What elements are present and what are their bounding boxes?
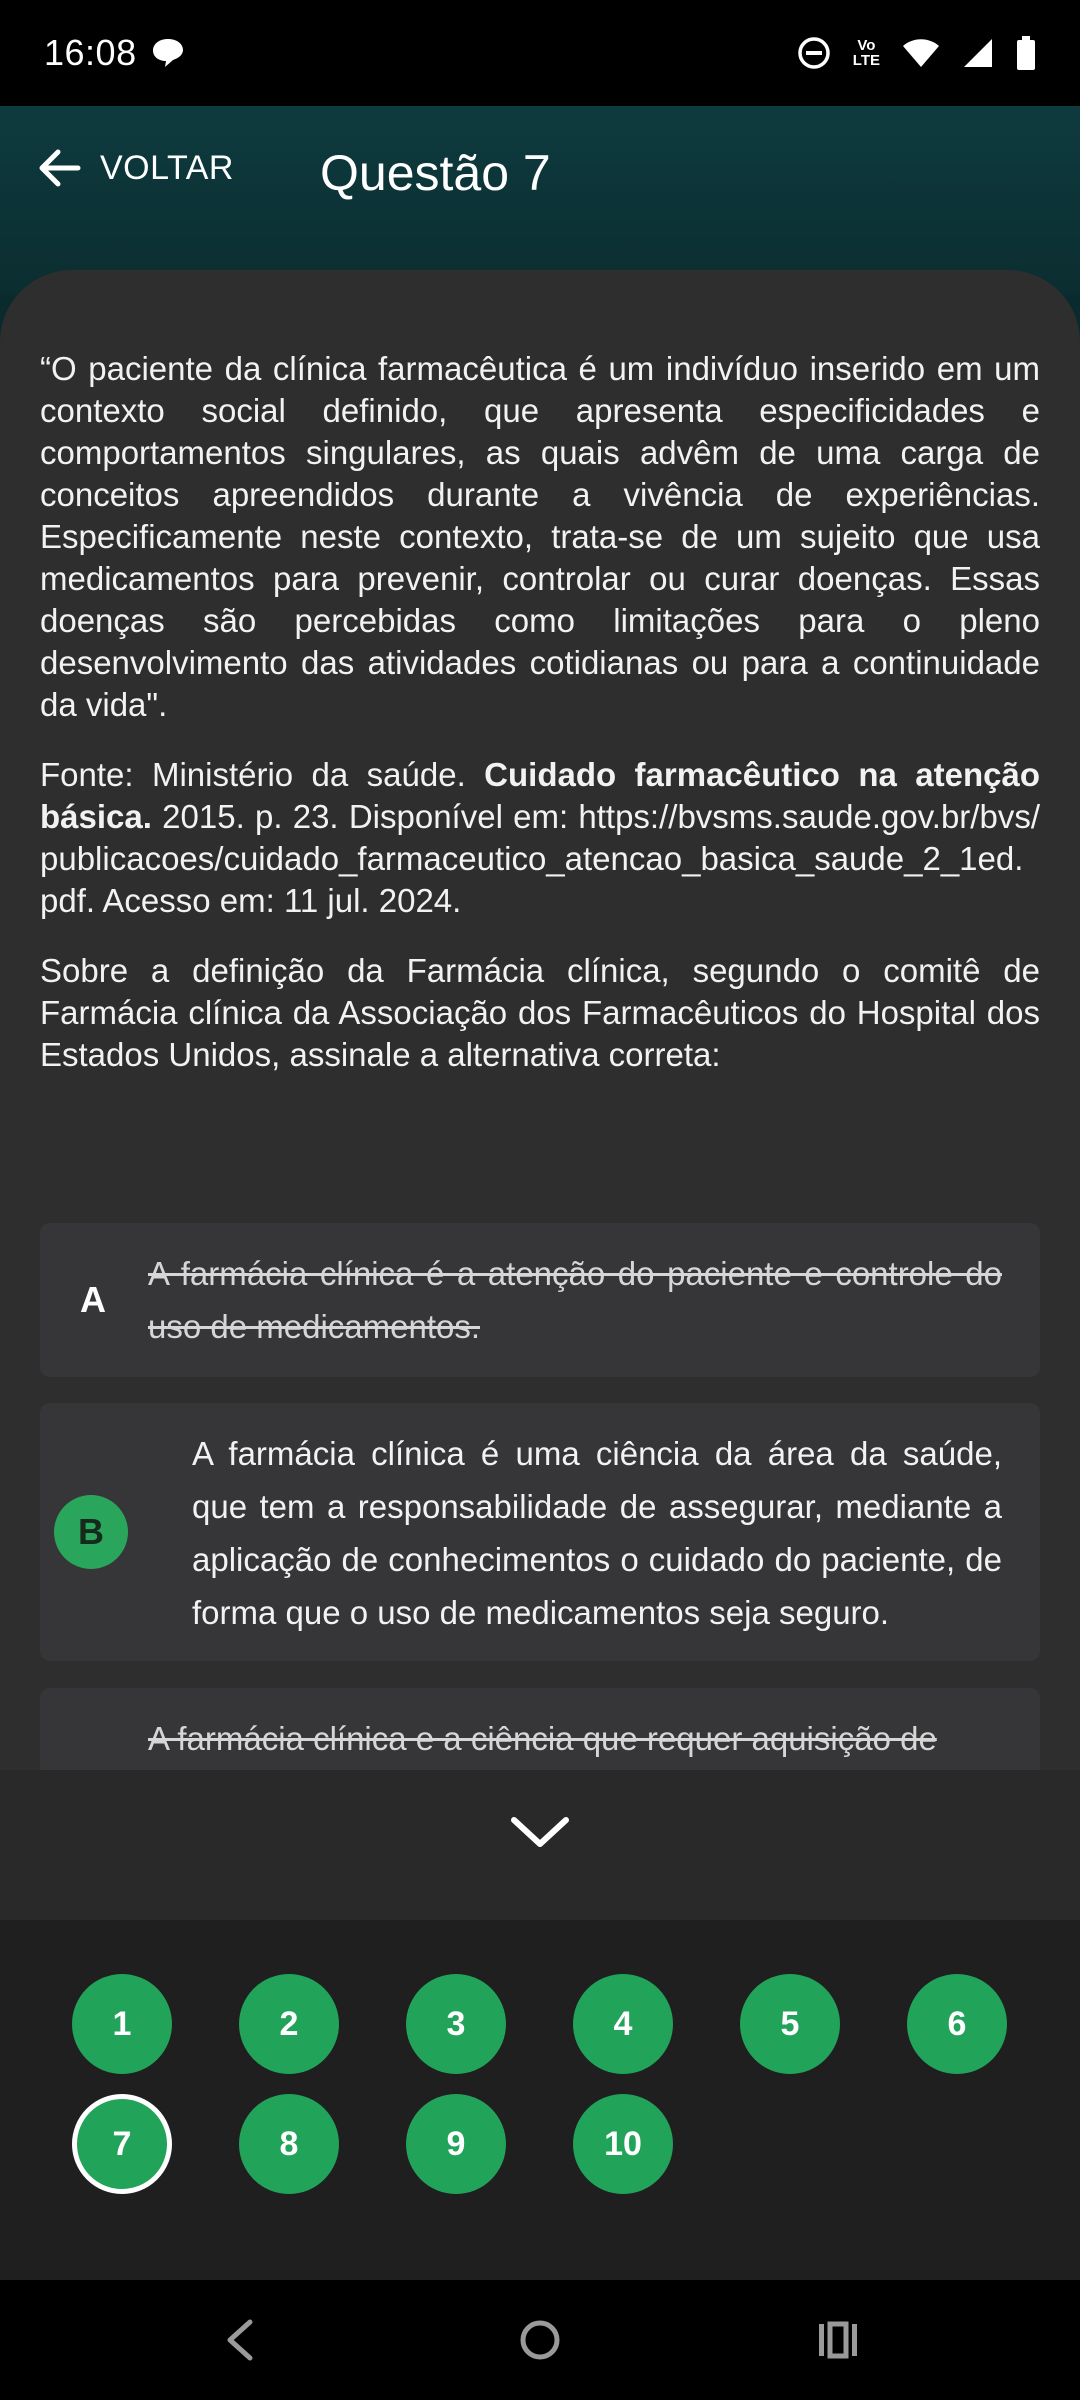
option-letter-badge: B	[54, 1495, 128, 1569]
source-url: https://bvsms.saude.gov.br/bvs/publicacoes/cuidado_farmaceutico_atencao_basica_saude_2_1ed.pdf	[40, 798, 1040, 919]
back-nav-icon[interactable]	[222, 2318, 258, 2362]
question-button-2[interactable]: 2	[239, 1974, 339, 2074]
question-button-8[interactable]: 8	[239, 2094, 339, 2194]
option-text: A farmácia clínica é uma ciência da área da saúde, que tem a responsabilidade de assegurar, mediante a aplicação de conhecimentos o cuidado do paciente, de forma que o uso de medicamentos seja seguro.	[192, 1435, 1002, 1631]
question-button-4[interactable]: 4	[573, 1974, 673, 2074]
chevron-down-icon[interactable]	[508, 1812, 572, 1852]
source-suffix: 2015. p. 23. Disponível em:	[151, 798, 569, 835]
question-button-6[interactable]: 6	[907, 1974, 1007, 2074]
option-text: A farmácia clínica e a ciência que requer aquisição de	[148, 1720, 937, 1757]
source-title: Cuidado farmacêutico na atenção básica.	[40, 756, 1040, 835]
question-button-10[interactable]: 10	[573, 2094, 673, 2194]
back-button[interactable]	[36, 148, 234, 188]
battery-icon	[1016, 36, 1036, 70]
status-time: 16:08	[44, 32, 137, 73]
wifi-icon	[902, 38, 940, 68]
question-button-1[interactable]: 1	[72, 1974, 172, 2074]
question-content	[40, 348, 1040, 1104]
page-title: Questão 7	[320, 145, 551, 201]
option-letter: A	[80, 1279, 106, 1320]
question-source	[40, 754, 1040, 922]
header	[0, 106, 1080, 296]
option-text: A farmácia clínica é a atenção do paciente e controle do uso de medicamentos.	[148, 1255, 1002, 1345]
do-not-disturb-icon	[797, 36, 831, 70]
question-button-9[interactable]: 9	[406, 2094, 506, 2194]
system-nav-bar	[0, 2280, 1080, 2400]
question-quote: “O paciente da clínica farmacêutica é um indivíduo inserido em um contexto social definido, que apresenta especificidades e comportamentos singulares, as quais advêm de uma carga de conceitos apreendidos durante a vivência de experiências. Especificamente neste contexto, trata-se de um sujeito que usa medicamentos para prevenir, controlar ou curar doenças. Essas doenças são percebidas como limitações para o pleno desenvolvimento das atividades cotidianas ou para a continuidade da vida".	[40, 350, 1040, 723]
arrow-left-icon	[36, 148, 82, 188]
question-button-5[interactable]: 5	[740, 1974, 840, 2074]
question-card[interactable]	[0, 270, 1080, 1770]
source-prefix: Fonte: Ministério da saúde.	[40, 756, 485, 793]
status-bar	[0, 0, 1080, 106]
question-prompt: Sobre a definição da Farmácia clínica, segundo o comitê de Farmácia clínica da Associação dos Farmacêuticos do Hospital dos Estados Unidos, assinale a alternativa correta:	[40, 952, 1040, 1073]
volte-icon: Vo LTE	[852, 37, 880, 69]
source-access: . Acesso em: 11 jul. 2024.	[85, 882, 462, 919]
option-c[interactable]	[40, 1688, 1040, 1770]
question-button-3[interactable]: 3	[406, 1974, 506, 2074]
back-label: VOLTAR	[100, 148, 234, 187]
home-nav-icon[interactable]	[519, 2318, 561, 2362]
question-button-7[interactable]: 7	[72, 2094, 172, 2194]
option-b[interactable]	[40, 1403, 1040, 1661]
question-nav-toggle[interactable]	[0, 1770, 1080, 1920]
option-a[interactable]	[40, 1223, 1040, 1377]
question-nav	[0, 1920, 1080, 2280]
chat-bubble-icon	[151, 37, 185, 69]
recents-nav-icon[interactable]	[816, 2318, 860, 2362]
signal-icon	[962, 37, 994, 69]
